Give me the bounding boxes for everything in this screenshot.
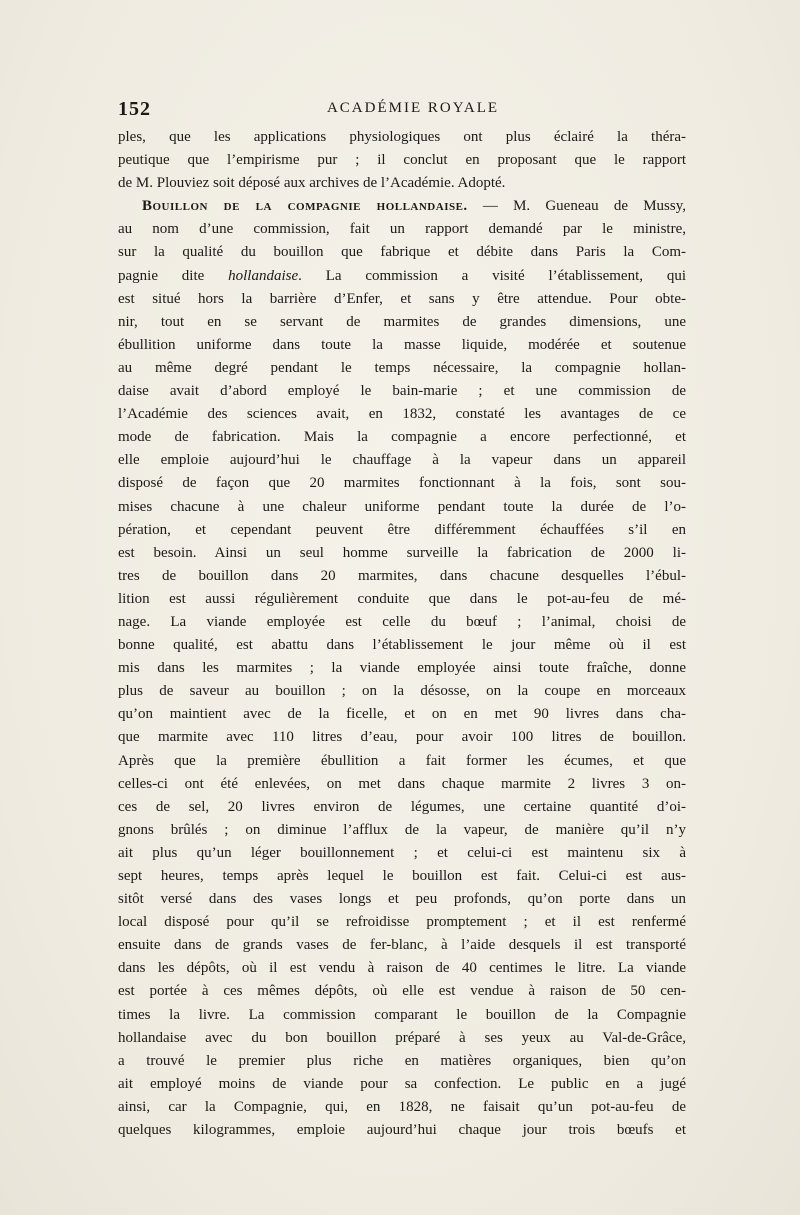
text-line: [118, 1050, 686, 1073]
page-header: [118, 98, 688, 122]
text-line: [118, 773, 686, 796]
text-line: [118, 172, 686, 195]
text-line: [118, 703, 686, 726]
line-text: dans les dépôts, où il est vendu à raison de 40 centimes le litre. La viande: [118, 960, 686, 977]
line-text: ples, que les applications physiologiques ont plus éclairé la théra-: [118, 129, 686, 145]
text-line: [118, 796, 686, 819]
line-text: times la livre. La commission comparant le bouillon de la Compagnie: [118, 1006, 686, 1023]
text-line: [118, 934, 686, 957]
line-text: — M. Gueneau de Mussy,: [467, 198, 686, 215]
line-text: est situé hors la barrière d’Enfer, et sans y être attendue. Pour obte-: [118, 290, 686, 307]
line-text-prefix: pagnie dite: [118, 267, 229, 284]
line-text: au nom d’une commission, fait un rapport demandé par le ministre,: [118, 221, 686, 238]
line-text: a trouvé le premier plus riche en matières organiques, bien qu’on: [118, 1052, 686, 1069]
text-line: [118, 634, 686, 657]
text-line: [118, 288, 686, 311]
text-line: [118, 241, 686, 264]
line-text: mis dans les marmites ; la viande employée ainsi toute fraîche, donne: [118, 660, 686, 677]
page-number: 152: [118, 98, 151, 120]
text-line: [118, 126, 686, 149]
text-line: [118, 357, 686, 380]
text-line: [118, 496, 686, 519]
line-text: elle emploie aujourd’hui le chauffage à la vapeur dans un appareil: [118, 452, 686, 469]
text-line: [118, 519, 686, 542]
line-text: ensuite dans de grands vases de fer-blanc, à l’aide desquels il est transporté: [118, 937, 686, 954]
body-text: [118, 126, 686, 1142]
line-text: Après que la première ébullition a fait former les écumes, et que: [118, 752, 686, 769]
line-text: plus de saveur au bouillon ; on la désosse, on la coupe en morceaux: [118, 683, 686, 700]
line-text: est besoin. Ainsi un seul homme surveille la fabrication de 2000 li-: [118, 544, 686, 561]
line-text: peutique que l’empirisme pur ; il conclut en proposant que le rapport: [118, 152, 686, 169]
line-text: qu’on maintient avec de la ficelle, et on en met 90 livres dans cha-: [118, 706, 686, 723]
line-text: local disposé pour qu’il se refroidisse promptement ; et il est renfermé: [118, 914, 686, 931]
text-line: [118, 957, 686, 980]
text-line: [118, 542, 686, 565]
line-text: . La commission a visité l’établissement, qui: [298, 267, 686, 284]
line-text: ait plus qu’un léger bouillonnement ; et celui-ci est maintenu six à: [118, 844, 686, 861]
line-text: quelques kilogrammes, emploie aujourd’hui chaque jour trois bœufs et: [118, 1122, 686, 1139]
text-line: [118, 565, 686, 588]
line-text: daise avait d’abord employé le bain-marie ; et une commission de: [118, 383, 686, 400]
text-line: [118, 380, 686, 403]
text-line: [118, 1096, 686, 1119]
line-text: pération, et cependant peuvent être différemment échauffées s’il en: [118, 521, 686, 538]
text-line: [118, 403, 686, 426]
line-text: au même degré pendant le temps nécessaire, la compagnie hollan-: [118, 359, 686, 376]
line-text: mode de fabrication. Mais la compagnie a encore perfectionné, et: [118, 429, 686, 446]
line-text: de M. Plouviez soit déposé aux archives de l’Académie. Adopté.: [118, 175, 506, 192]
text-line: [118, 311, 686, 334]
line-text: nage. La viande employée est celle du bœuf ; l’animal, choisi de: [118, 613, 686, 630]
line-text: disposé de façon que 20 marmites fonctionnant à la fois, sont sou-: [118, 475, 686, 492]
text-line: [118, 819, 686, 842]
text-line: [118, 334, 686, 357]
text-line: [118, 1027, 686, 1050]
line-text: gnons brûlés ; on diminue l’afflux de la vapeur, de manière qu’il n’y: [118, 821, 686, 838]
line-text: est portée à ces mêmes dépôts, où elle est vendue à raison de 50 cen-: [118, 983, 686, 1000]
line-text: bonne qualité, est abattu dans l’établissement le jour même où il est: [118, 637, 686, 654]
text-line: [118, 680, 686, 703]
line-text: sitôt versé dans des vases longs et peu profonds, qu’on porte dans un: [118, 891, 686, 908]
text-line: [118, 842, 686, 865]
line-text: tres de bouillon dans 20 marmites, dans chacune desquelles l’ébul-: [118, 567, 686, 584]
text-line: [118, 980, 686, 1003]
running-head: ACADÉMIE ROYALE: [326, 100, 500, 116]
line-text: lition est aussi régulièrement conduite que dans le pot-au-feu de mé-: [118, 590, 686, 607]
text-line: [118, 865, 686, 888]
line-text: celles-ci ont été enlevées, on met dans chaque marmite 2 livres 3 on-: [118, 775, 686, 792]
line-text: l’Académie des sciences avait, en 1832, constaté les avantages de ce: [118, 406, 686, 423]
text-line: [118, 472, 686, 495]
line-text: ces de sel, 20 livres environ de légumes, une certaine quantité d’oi-: [118, 798, 686, 815]
line-text: hollandaise avec du bon bouillon préparé à ses yeux au Val-de-Grâce,: [118, 1029, 686, 1046]
text-line: [118, 911, 686, 934]
text-line: [118, 149, 686, 172]
section-heading: Bouillon de la compagnie hollandaise.: [142, 198, 468, 215]
text-line: [118, 611, 686, 634]
text-line: [118, 588, 686, 611]
line-text: que marmite avec 110 litres d’eau, pour avoir 100 litres de bouillon.: [118, 729, 686, 746]
text-line: [118, 750, 686, 773]
line-text: sur la qualité du bouillon que fabrique et débite dans Paris la Com-: [118, 244, 686, 261]
text-line: [118, 726, 686, 749]
line-text: sept heures, temps après lequel le bouillon est fait. Celui-ci est aus-: [118, 868, 686, 884]
text-line: [118, 426, 686, 449]
text-line: [118, 888, 686, 911]
text-line: [118, 195, 686, 218]
text-line: [118, 218, 686, 241]
line-text: nir, tout en se servant de marmites de grandes dimensions, une: [118, 313, 686, 330]
text-line: [118, 1004, 686, 1027]
line-text: ainsi, car la Compagnie, qui, en 1828, ne faisait qu’un pot-au-feu de: [118, 1098, 686, 1115]
line-text: ébullition uniforme dans toute la masse liquide, modérée et soutenue: [118, 336, 686, 353]
text-line: [118, 449, 686, 472]
text-line: [118, 265, 686, 288]
text-line: [118, 657, 686, 680]
italic-term: hollandaise: [228, 267, 299, 284]
text-line: [118, 1073, 686, 1096]
line-text: mises chacune à une chaleur uniforme pendant toute la durée de l’o-: [118, 498, 686, 515]
text-line: [118, 1119, 686, 1142]
line-text: ait employé moins de viande pour sa confection. Le public en a jugé: [118, 1075, 686, 1092]
